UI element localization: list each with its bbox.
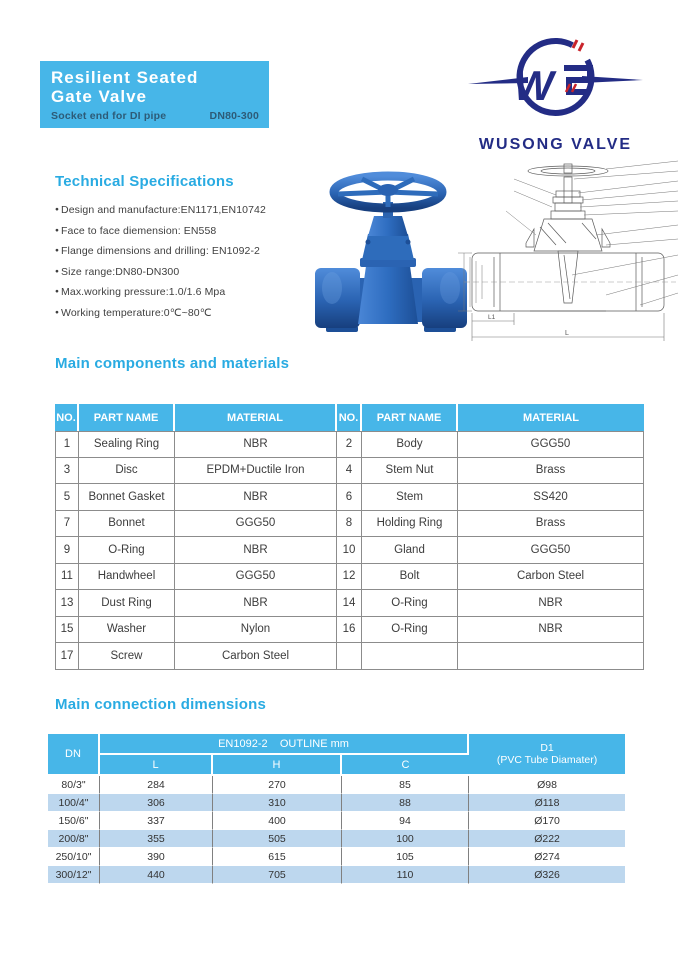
table-row	[48, 848, 625, 866]
col-header-no: NO.	[55, 404, 79, 431]
cell-h: 705	[213, 866, 342, 884]
table-row	[48, 830, 625, 848]
cell-no: 10	[337, 537, 362, 564]
drawing-dim-label-l1: L1	[488, 314, 496, 321]
cell-part: Handwheel	[79, 564, 175, 591]
cell-no: 2	[337, 431, 362, 458]
drawing-dim-label-l: L	[565, 330, 569, 337]
spec-item: ● Design and manufacture:EN1171,EN10742	[55, 200, 266, 221]
col-header-c: C	[342, 755, 469, 776]
spec-item: ● Max.working pressure:1.0/1.6 Mpa	[55, 282, 266, 303]
cell-material: NBR	[458, 617, 644, 644]
cell-material: Carbon Steel	[175, 643, 337, 670]
cell-material: NBR	[175, 590, 337, 617]
cell-part: Bonnet Gasket	[79, 484, 175, 511]
d1-label: D1	[540, 742, 554, 754]
cell-dn: 250/10"	[48, 848, 100, 866]
components-section-title: Main components and materials	[55, 355, 290, 372]
cell-material	[458, 643, 644, 670]
wusong-logo-icon	[468, 32, 643, 130]
cell-part: Bolt	[362, 564, 458, 591]
cell-d1: Ø222	[469, 830, 625, 848]
cell-dn: 150/6"	[48, 812, 100, 830]
cell-no: 8	[337, 511, 362, 538]
cell-l: 390	[100, 848, 213, 866]
logo-monogram-w: W	[514, 62, 554, 109]
cell-c: 94	[342, 812, 469, 830]
cell-material: GGG50	[458, 431, 644, 458]
cell-material: Brass	[458, 458, 644, 485]
cell-c: 105	[342, 848, 469, 866]
spec-item: ● Face to face diemension: EN558	[55, 221, 266, 242]
cell-part: O-Ring	[362, 617, 458, 644]
cell-no: 5	[55, 484, 79, 511]
cell-no: 7	[55, 511, 79, 538]
cell-d1: Ø326	[469, 866, 625, 884]
cell-part: Sealing Ring	[79, 431, 175, 458]
cell-l: 337	[100, 812, 213, 830]
table-row	[48, 776, 625, 794]
product-subtitle: Socket end for DI pipe	[51, 110, 167, 122]
cell-material: Brass	[458, 511, 644, 538]
cell-no: 15	[55, 617, 79, 644]
cell-part: Dust Ring	[79, 590, 175, 617]
cell-material: GGG50	[175, 564, 337, 591]
cell-material: GGG50	[458, 537, 644, 564]
specs-section-title: Technical Specifications	[55, 173, 234, 190]
cell-no: 9	[55, 537, 79, 564]
cell-no	[337, 643, 362, 670]
cell-no: 11	[55, 564, 79, 591]
cell-material: NBR	[175, 537, 337, 564]
cell-material: Carbon Steel	[458, 564, 644, 591]
col-header-outline-group: EN1092-2 OUTLINE mm	[100, 734, 469, 755]
product-title-line2: Gate Valve	[51, 87, 148, 106]
cell-material: NBR	[175, 431, 337, 458]
cell-no: 3	[55, 458, 79, 485]
table-row	[55, 458, 644, 485]
cell-part: Bonnet	[79, 511, 175, 538]
cell-h: 400	[213, 812, 342, 830]
cell-no: 1	[55, 431, 79, 458]
cell-l: 440	[100, 866, 213, 884]
cell-part: Stem	[362, 484, 458, 511]
cell-material: NBR	[175, 484, 337, 511]
cell-l: 306	[100, 794, 213, 812]
cell-no: 13	[55, 590, 79, 617]
table-row	[55, 564, 644, 591]
table-row	[55, 431, 644, 458]
cell-material: NBR	[458, 590, 644, 617]
valve-photo	[310, 162, 472, 337]
cell-d1: Ø98	[469, 776, 625, 794]
cell-d1: Ø118	[469, 794, 625, 812]
cell-d1: Ø274	[469, 848, 625, 866]
product-title-block	[40, 61, 269, 128]
col-header-h: H	[213, 755, 342, 776]
table-row	[48, 866, 625, 884]
cell-part: Washer	[79, 617, 175, 644]
spec-item: ● Flange dimensions and drilling: EN1092-2	[55, 241, 266, 262]
col-header-dn: DN	[48, 734, 100, 776]
cell-no: 12	[337, 564, 362, 591]
cell-no: 4	[337, 458, 362, 485]
cell-c: 88	[342, 794, 469, 812]
cell-dn: 100/4"	[48, 794, 100, 812]
cell-d1: Ø170	[469, 812, 625, 830]
cell-material: SS420	[458, 484, 644, 511]
cell-no: 6	[337, 484, 362, 511]
cell-part: Screw	[79, 643, 175, 670]
cell-no: 14	[337, 590, 362, 617]
col-header-d1	[469, 734, 625, 776]
cell-part: Body	[362, 431, 458, 458]
cell-h: 505	[213, 830, 342, 848]
size-range-badge: DN80-300	[209, 110, 259, 122]
table-row	[55, 643, 644, 670]
cell-h: 310	[213, 794, 342, 812]
cell-part: Stem Nut	[362, 458, 458, 485]
cell-part: Gland	[362, 537, 458, 564]
col-header-l: L	[100, 755, 213, 776]
cell-h: 270	[213, 776, 342, 794]
brand-logo	[468, 32, 643, 154]
brand-name: WUSONG VALVE	[478, 136, 633, 153]
dimensions-section-title: Main connection dimensions	[55, 696, 267, 713]
table-row	[55, 511, 644, 538]
cell-h: 615	[213, 848, 342, 866]
cell-c: 85	[342, 776, 469, 794]
table-row	[55, 537, 644, 564]
cell-material: GGG50	[175, 511, 337, 538]
cell-part: Disc	[79, 458, 175, 485]
col-header-part-name: PART NAME	[79, 404, 175, 431]
cell-l: 284	[100, 776, 213, 794]
cell-part: O-Ring	[79, 537, 175, 564]
cell-no: 16	[337, 617, 362, 644]
table-row	[48, 812, 625, 830]
table-row	[55, 484, 644, 511]
table-row	[55, 617, 644, 644]
cell-no: 17	[55, 643, 79, 670]
components-table	[55, 404, 644, 670]
cell-dn: 200/8"	[48, 830, 100, 848]
cell-part	[362, 643, 458, 670]
dimensions-table	[48, 734, 625, 884]
col-header-no: NO.	[337, 404, 362, 431]
cell-part: Holding Ring	[362, 511, 458, 538]
product-title-line1: Resilient Seated	[51, 68, 199, 87]
cell-material: Nylon	[175, 617, 337, 644]
spec-item: ● Size range:DN80-DN300	[55, 262, 266, 283]
cell-part: O-Ring	[362, 590, 458, 617]
cell-l: 355	[100, 830, 213, 848]
d1-sublabel: (PVC Tube Diamater)	[496, 754, 598, 766]
cell-material: EPDM+Ductile Iron	[175, 458, 337, 485]
spec-list	[55, 200, 266, 323]
cell-c: 110	[342, 866, 469, 884]
cell-dn: 300/12"	[48, 866, 100, 884]
spec-item: ● Working temperature:0℃~80℃	[55, 303, 266, 324]
cell-c: 100	[342, 830, 469, 848]
col-header-part-name: PART NAME	[362, 404, 458, 431]
table-row	[48, 794, 625, 812]
cell-dn: 80/3"	[48, 776, 100, 794]
col-header-material: MATERIAL	[458, 404, 644, 431]
col-header-material: MATERIAL	[175, 404, 337, 431]
valve-drawing	[456, 155, 684, 347]
table-row	[55, 590, 644, 617]
